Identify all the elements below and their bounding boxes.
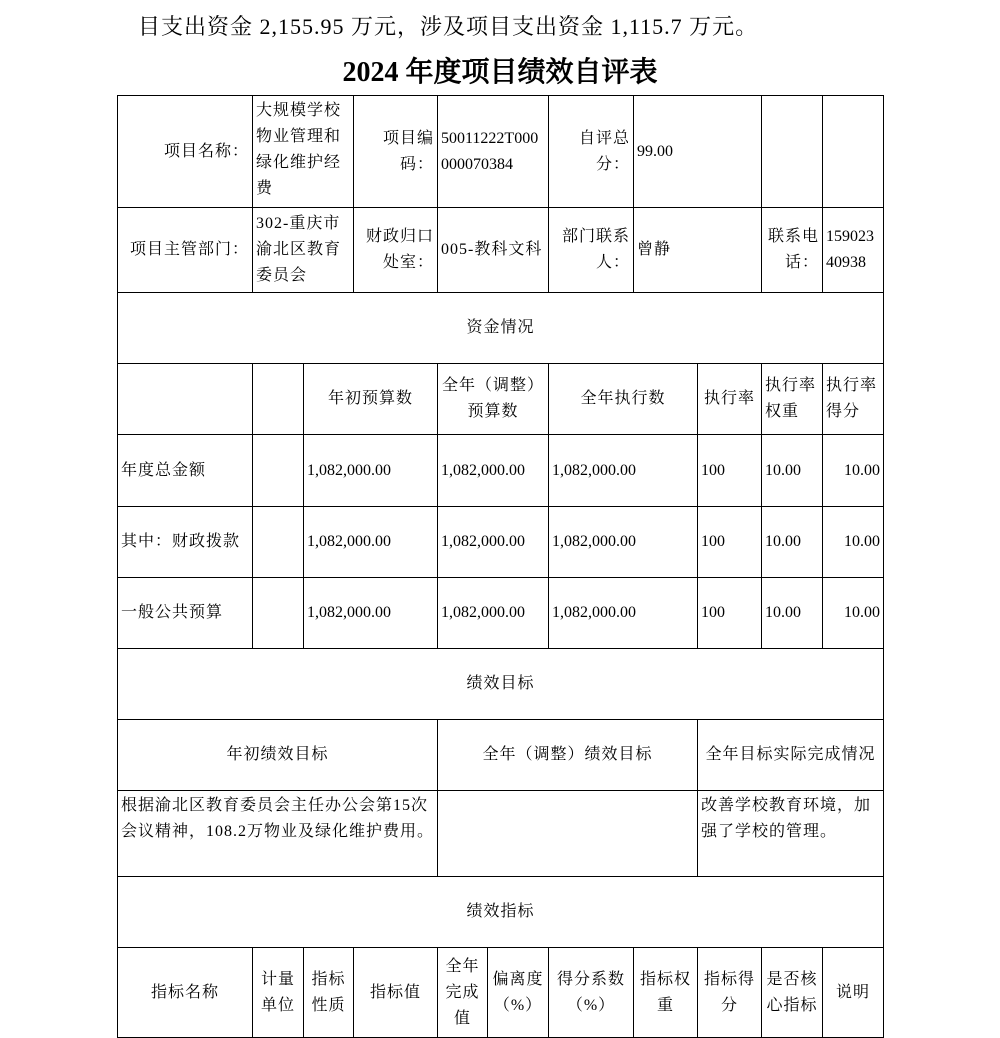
funds-value: 100 xyxy=(698,578,762,649)
funds-row-label: 年度总金额 xyxy=(118,435,253,507)
funds-header: 执行率权重 xyxy=(762,364,823,435)
project-code: 50011222T000000070384 xyxy=(438,96,549,208)
empty-cell xyxy=(762,96,823,208)
self-score-label: 自评总分： xyxy=(549,96,634,208)
indicator-header: 指标值 xyxy=(354,948,438,1038)
empty-cell xyxy=(253,364,304,435)
goals-header: 年初绩效目标 xyxy=(118,720,438,791)
empty-cell xyxy=(253,578,304,649)
funds-value: 1,082,000.00 xyxy=(438,435,549,507)
dept-label: 项目主管部门： xyxy=(118,208,253,293)
funds-value: 1,082,000.00 xyxy=(549,507,698,578)
indicator-header: 计量单位 xyxy=(253,948,304,1038)
funds-value: 1,082,000.00 xyxy=(304,507,438,578)
project-name-label: 项目名称： xyxy=(118,96,253,208)
project-code-label: 项目编码： xyxy=(354,96,438,208)
phone-label: 联系电话： xyxy=(762,208,823,293)
goals-section-title: 绩效目标 xyxy=(118,649,884,720)
empty-cell xyxy=(118,364,253,435)
funds-row xyxy=(118,507,884,578)
funds-row xyxy=(118,435,884,507)
funds-row-label: 其中：财政拨款 xyxy=(118,507,253,578)
self-score: 99.00 xyxy=(634,96,762,208)
goals-header: 全年（调整）绩效目标 xyxy=(438,720,698,791)
office-label: 财政归口处室： xyxy=(354,208,438,293)
page-title: 2024 年度项目绩效自评表 xyxy=(342,57,658,88)
funds-value: 10.00 xyxy=(762,578,823,649)
empty-cell xyxy=(253,435,304,507)
intro-text: 目支出资金 2,155.95 万元，涉及项目支出资金 1,115.7 万元。 xyxy=(138,14,759,39)
actual-completion: 改善学校教育环境，加强了学校的管理。 xyxy=(698,791,884,877)
funds-value: 10.00 xyxy=(762,435,823,507)
funds-value: 100 xyxy=(698,435,762,507)
indicators-section-title: 绩效指标 xyxy=(118,877,884,948)
funds-value: 1,082,000.00 xyxy=(304,435,438,507)
funds-value: 10.00 xyxy=(823,435,884,507)
indicator-header: 说明 xyxy=(823,948,884,1038)
empty-cell xyxy=(823,96,884,208)
office: 005-教科文科 xyxy=(438,208,549,293)
indicator-header: 指标性质 xyxy=(304,948,354,1038)
funds-value: 1,082,000.00 xyxy=(438,507,549,578)
funds-value: 10.00 xyxy=(823,578,884,649)
adjusted-goal xyxy=(438,791,698,877)
funds-header: 执行率 xyxy=(698,364,762,435)
funds-row xyxy=(118,578,884,649)
funds-section-title: 资金情况 xyxy=(118,293,884,364)
funds-value: 10.00 xyxy=(823,507,884,578)
indicator-header: 偏离度（%） xyxy=(488,948,549,1038)
funds-value: 1,082,000.00 xyxy=(438,578,549,649)
funds-value: 100 xyxy=(698,507,762,578)
funds-header: 全年执行数 xyxy=(549,364,698,435)
indicator-header: 指标得分 xyxy=(698,948,762,1038)
evaluation-table xyxy=(117,95,884,1038)
funds-header: 全年（调整）预算数 xyxy=(438,364,549,435)
funds-row-label: 一般公共预算 xyxy=(118,578,253,649)
empty-cell xyxy=(253,507,304,578)
indicator-header: 得分系数（%） xyxy=(549,948,634,1038)
indicator-header: 指标权重 xyxy=(634,948,698,1038)
goals-header: 全年目标实际完成情况 xyxy=(698,720,884,791)
funds-value: 1,082,000.00 xyxy=(549,578,698,649)
dept: 302-重庆市渝北区教育委员会 xyxy=(253,208,354,293)
funds-value: 10.00 xyxy=(762,507,823,578)
funds-header: 年初预算数 xyxy=(304,364,438,435)
funds-header: 执行率得分 xyxy=(823,364,884,435)
phone: 15902340938 xyxy=(823,208,884,293)
indicator-header: 指标名称 xyxy=(118,948,253,1038)
funds-value: 1,082,000.00 xyxy=(304,578,438,649)
indicator-header: 全年完成值 xyxy=(438,948,488,1038)
indicator-header: 是否核心指标 xyxy=(762,948,823,1038)
initial-goal: 根据渝北区教育委员会主任办公会第15次会议精神，108.2万物业及绿化维护费用。 xyxy=(118,791,438,877)
contact: 曾静 xyxy=(634,208,762,293)
contact-label: 部门联系人： xyxy=(549,208,634,293)
project-name: 大规模学校物业管理和绿化维护经费 xyxy=(253,96,354,208)
funds-value: 1,082,000.00 xyxy=(549,435,698,507)
